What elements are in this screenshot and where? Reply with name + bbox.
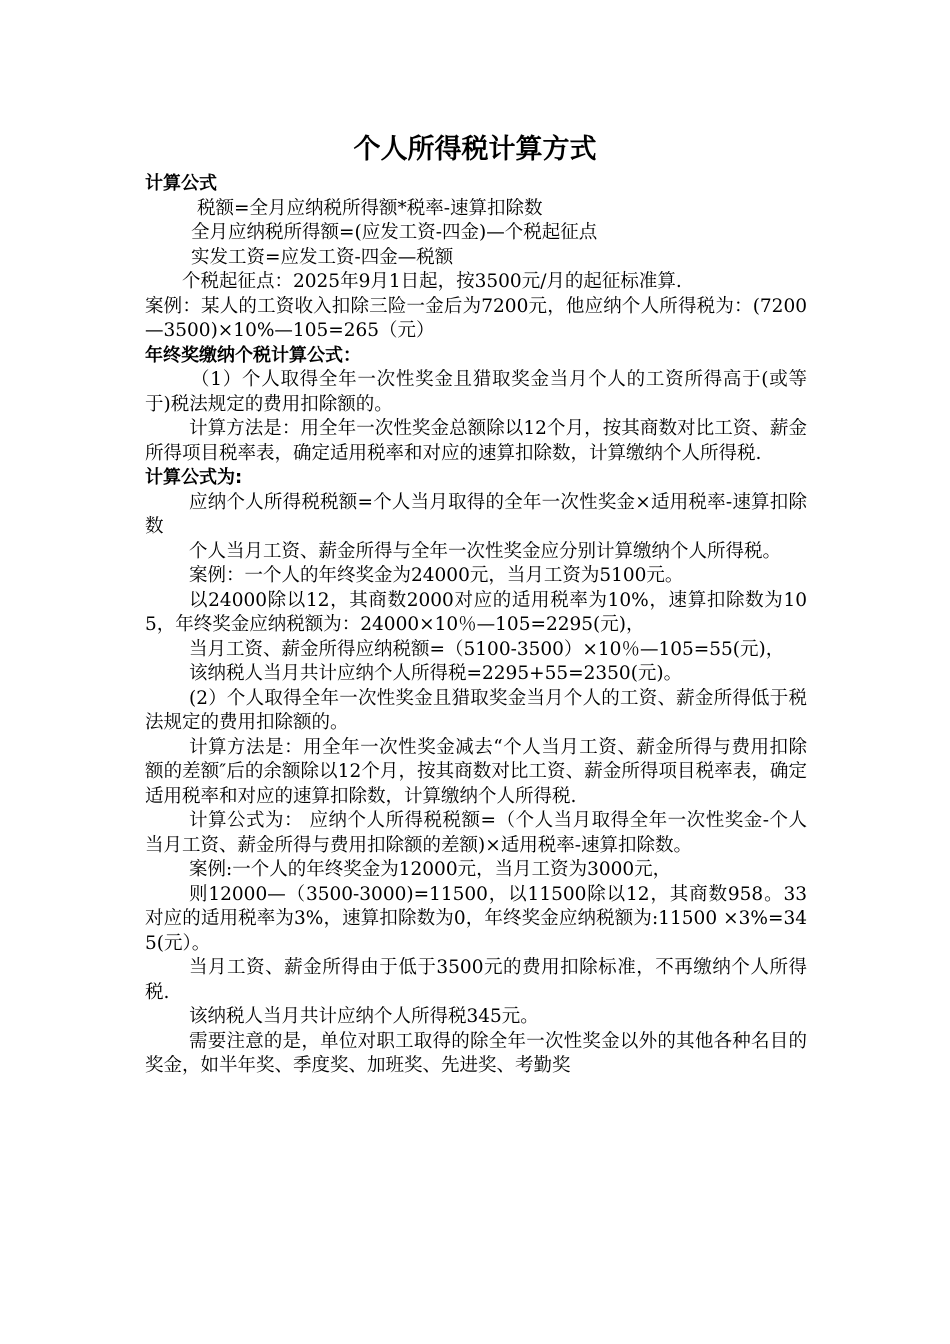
paragraph: 则12000—（3500-3000)=11500，以11500除以12，其商数958。33对应的适用税率为3%，速算扣除数为0，年终奖金应纳税额为:11500 ×3%=345(元）。 bbox=[145, 883, 807, 954]
example-paragraph: 案例:一个人的年终奖金为12000元，当月工资为3000元， bbox=[189, 859, 672, 880]
section-heading: 计算公式为: bbox=[145, 467, 243, 488]
paragraph: （1）个人取得全年一次性奖金且猎取奖金当月个人的工资所得高于(或等于)税法规定的费用扣除额的。 bbox=[145, 369, 807, 415]
paragraph: 当月工资、薪金所得由于低于3500元的费用扣除标准，不再缴纳个人所得税. bbox=[145, 957, 807, 1003]
paragraph: 应纳个人所得税税额=个人当月取得的全年一次性奖金×适用税率-速算扣除数 bbox=[145, 491, 807, 537]
paragraph: (2）个人取得全年一次性奖金且猎取奖金当月个人的工资、薪金所得低于税法规定的费用扣除额的。 bbox=[145, 687, 807, 733]
paragraph: 该纳税人当月共计应纳个人所得税345元。 bbox=[189, 1006, 539, 1027]
paragraph: 当月工资、薪金所得应纳税额=（5100-3500）×10％—105=55(元)， bbox=[189, 638, 785, 660]
example-paragraph: 案例：一个人的年终奖金为24000元，当月工资为5100元。 bbox=[189, 565, 684, 586]
paragraph: 个税起征点：2025年9月1日起，按3500元/月的起征标准算. bbox=[182, 271, 682, 292]
document-title: 个人所得税计算方式 bbox=[353, 134, 597, 165]
document-body bbox=[145, 172, 807, 1079]
paragraph: 以24000除以12，其商数2000对应的适用税率为10%，速算扣除数为105，年终奖金应纳税额为：24000×10％—105=2295(元)， bbox=[145, 589, 807, 635]
section-heading: 计算公式 bbox=[145, 173, 217, 194]
formula-line: 税额=全月应纳税所得额*税率-速算扣除数 bbox=[197, 197, 543, 219]
example-paragraph: 案例：某人的工资收入扣除三险一金后为7200元，他应纳个人所得税为：(7200—3500)×10%—105=265（元） bbox=[145, 295, 807, 341]
paragraph: 需要注意的是，单位对职工取得的除全年一次性奖金以外的其他各种名目的奖金，如半年奖、季度奖、加班奖、先进奖、考勤奖 bbox=[145, 1030, 807, 1076]
formula-line: 实发工资=应发工资-四金—税额 bbox=[191, 246, 454, 268]
paragraph: 该纳税人当月共计应纳个人所得税=2295+55=2350(元)。 bbox=[189, 663, 683, 684]
paragraph: 个人当月工资、薪金所得与全年一次性奖金应分别计算缴纳个人所得税。 bbox=[189, 540, 782, 562]
paragraph: 计算公式为： 应纳个人所得税税额=（个人当月取得全年一次性奖金-个人当月工资、薪金所得与费用扣除额的差额)×适用税率-速算扣除数。 bbox=[145, 810, 807, 856]
paragraph: 计算方法是：用全年一次性奖金减去“个人当月工资、薪金所得与费用扣除额的差额″后的余额除以12个月，按其商数对比工资、薪金所得项目税率表，确定适用税率和对应的速算扣除数，计算缴纳个人所得税. bbox=[145, 736, 807, 807]
formula-line: 全月应纳税所得额=(应发工资-四金)—个税起征点 bbox=[191, 222, 598, 243]
paragraph: 计算方法是：用全年一次性奖金总额除以12个月，按其商数对比工资、薪金所得项目税率表，确定适用税率和对应的速算扣除数，计算缴纳个人所得税. bbox=[145, 418, 807, 464]
section-heading: 年终奖缴纳个税计算公式： bbox=[145, 344, 361, 366]
